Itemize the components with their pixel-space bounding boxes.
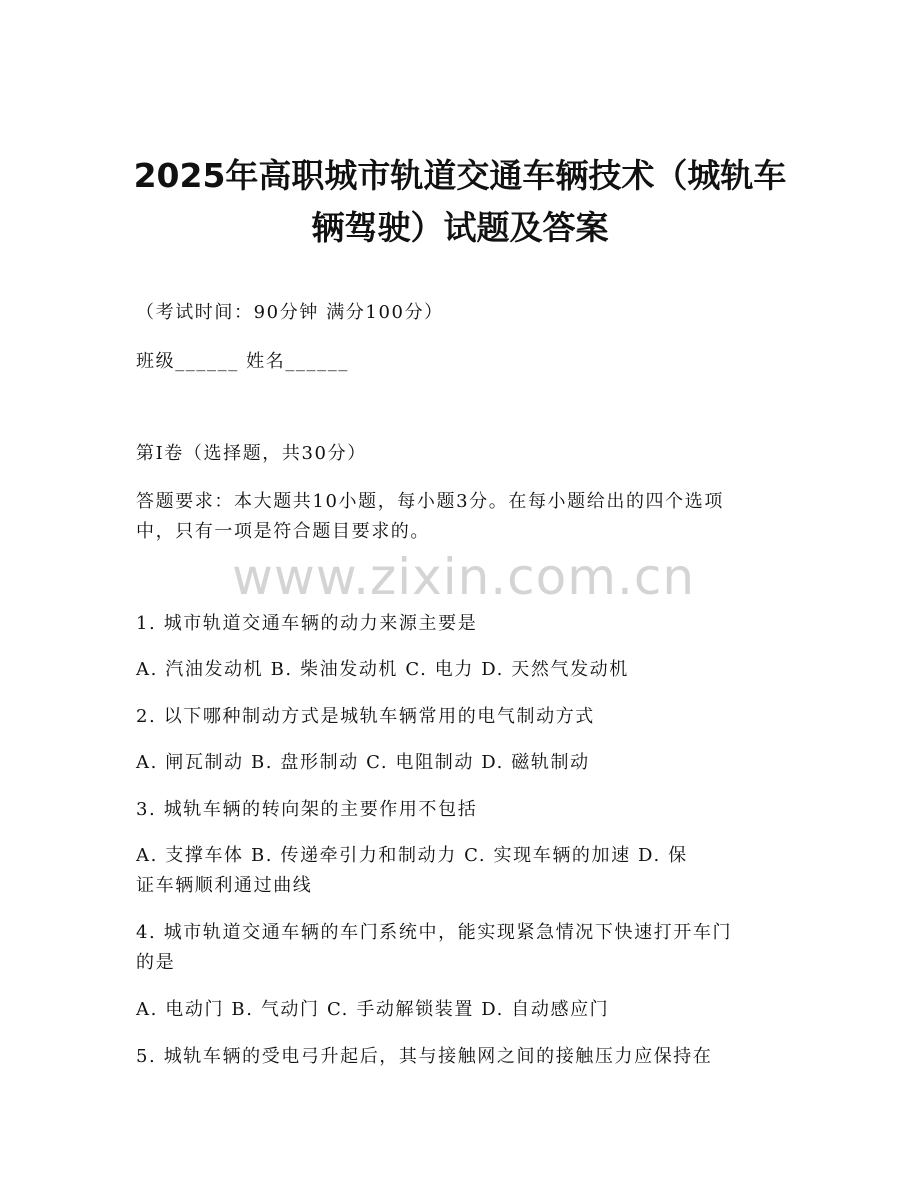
question-stem: 2. 以下哪种制动方式是城轨车辆常用的电气制动方式 — [136, 706, 595, 727]
question-stem: 3. 城轨车辆的转向架的主要作用不包括 — [136, 799, 478, 820]
question-stem-line-2: 的是 — [136, 952, 176, 973]
question-stem-line-1: 4. 城市轨道交通车辆的车门系统中，能实现紧急情况下快速打开车门 — [136, 922, 733, 943]
section-heading: 第I卷（选择题，共30分） — [136, 443, 367, 464]
question-options: A. 闸瓦制动 B. 盘形制动 C. 电阻制动 D. 磁轨制动 — [136, 752, 590, 773]
document-title-line-2: 辆驾驶）试题及答案 — [311, 208, 609, 247]
instructions-line-1: 答题要求：本大题共10小题，每小题3分。在每小题给出的四个选项 — [136, 491, 724, 512]
question-stem: 5. 城轨车辆的受电弓升起后，其与接触网之间的接触压力应保持在 — [136, 1046, 713, 1067]
document-title-line-1: 2025年高职城市轨道交通车辆技术（城轨车 — [133, 156, 787, 195]
question-options: A. 汽油发动机 B. 柴油发动机 C. 电力 D. 天然气发动机 — [136, 659, 629, 680]
question-options: A. 电动门 B. 气动门 C. 手动解锁装置 D. 自动感应门 — [136, 999, 610, 1020]
question-options-line-2: 证车辆顺利通过曲线 — [136, 875, 313, 896]
watermark: www.zixin.com.cn — [232, 548, 696, 606]
instructions-line-2: 中，只有一项是符合题目要求的。 — [136, 521, 430, 542]
class-name-line: 班级______ 姓名______ — [136, 351, 349, 372]
exam-info: （考试时间：90分钟 满分100分） — [136, 302, 444, 323]
question-options-line-1: A. 支撑车体 B. 传递牵引力和制动力 C. 实现车辆的加速 D. 保 — [136, 845, 688, 866]
question-stem: 1. 城市轨道交通车辆的动力来源主要是 — [136, 613, 478, 634]
